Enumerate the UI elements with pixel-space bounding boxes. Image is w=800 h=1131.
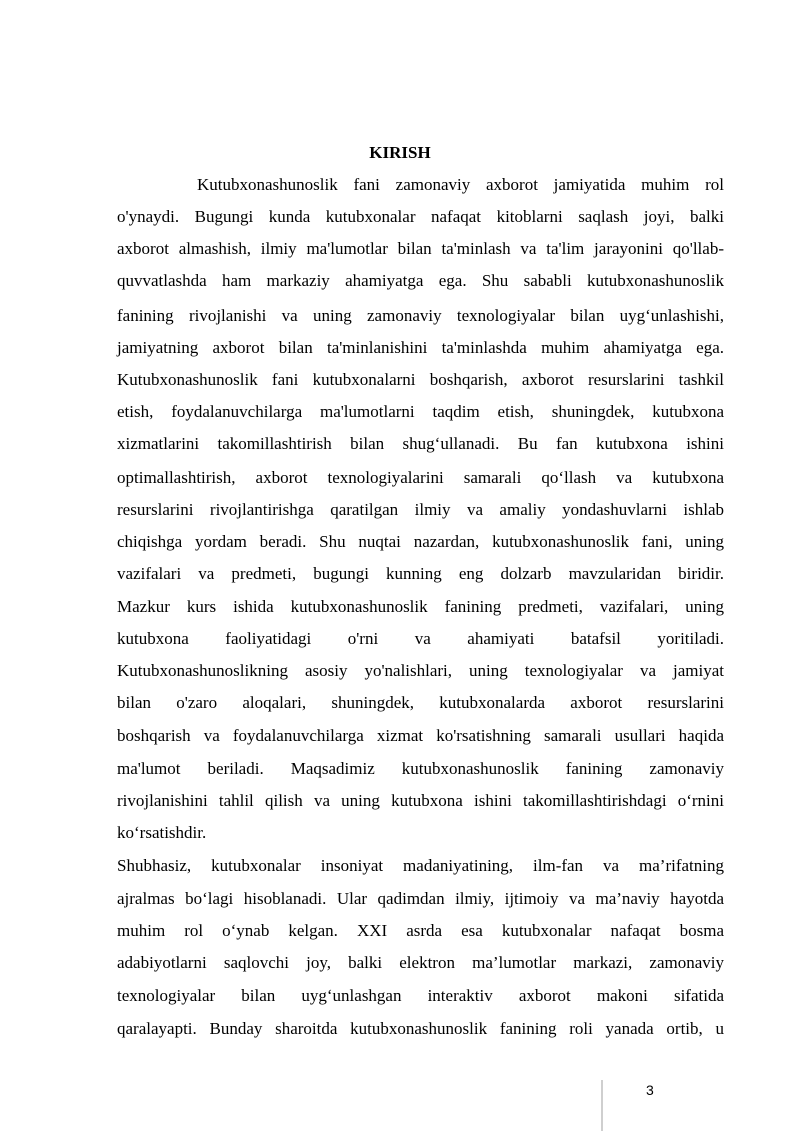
body-line: muhim rol o‘ynab kelgan. XXI asrda esa kutubxonalar nafaqat bosma: [117, 921, 724, 940]
page-number-divider: [601, 1080, 603, 1131]
body-line: Kutubxonashunoslik fani kutubxonalarni boshqarish, axborot resurslarini tashkil: [117, 370, 724, 389]
body-line: ajralmas bo‘lagi hisoblanadi. Ular qadimdan ilmiy, ijtimoiy va ma’naviy hayotda: [117, 889, 724, 908]
body-line: Shubhasiz, kutubxonalar insoniyat madaniyatining, ilm-fan va ma’rifatning: [117, 856, 724, 875]
body-line: adabiyotlarni saqlovchi joy, balki elektron ma’lumotlar markazi, zamonaviy: [117, 953, 724, 972]
body-line: Mazkur kurs ishida kutubxonashunoslik fanining predmeti, vazifalari, uning: [117, 597, 724, 616]
body-line: chiqishga yordam beradi. Shu nuqtai nazardan, kutubxonashunoslik fani, uning: [117, 532, 724, 551]
page-number: 3: [646, 1082, 654, 1098]
body-line: jamiyatning axborot bilan ta'minlanishini ta'minlashda muhim ahamiyatga ega.: [117, 338, 724, 357]
body-line: qaralayapti. Bunday sharoitda kutubxonashunoslik fanining roli yanada ortib, u: [117, 1019, 724, 1038]
body-line: kutubxona faoliyatidagi o'rni va ahamiyati batafsil yoritiladi.: [117, 629, 724, 648]
body-line: Kutubxonashunoslikning asosiy yo'nalishlari, uning texnologiyalar va jamiyat: [117, 661, 724, 680]
body-line: fanining rivojlanishi va uning zamonaviy texnologiyalar bilan uyg‘unlashishi,: [117, 306, 724, 325]
body-line: ko‘rsatishdir.: [117, 823, 207, 842]
body-line: vazifalari va predmeti, bugungi kunning eng dolzarb mavzularidan biridir.: [117, 564, 724, 583]
body-line: ma'lumot beriladi. Maqsadimiz kutubxonashunoslik fanining zamonaviy: [117, 759, 724, 778]
body-line: resurslarini rivojlantirishga qaratilgan ilmiy va amaliy yondashuvlarni ishlab: [117, 500, 724, 519]
body-line: bilan o'zaro aloqalari, shuningdek, kutubxonalarda axborot resurslarini: [117, 693, 724, 712]
body-line: optimallashtirish, axborot texnologiyalarini samarali qo‘llash va kutubxona: [117, 468, 724, 487]
body-line: axborot almashish, ilmiy ma'lumotlar bilan ta'minlash va ta'lim jarayonini qo'llab-: [117, 239, 724, 258]
body-line: quvvatlashda ham markaziy ahamiyatga ega. Shu sababli kutubxonashunoslik: [117, 271, 724, 290]
body-line: xizmatlarini takomillashtirish bilan shug‘ullanadi. Bu fan kutubxona ishini: [117, 434, 724, 453]
section-heading: KIRISH: [369, 143, 431, 162]
body-line: rivojlanishini tahlil qilish va uning kutubxona ishini takomillashtirishdagi o‘rnini: [117, 791, 724, 810]
body-line: texnologiyalar bilan uyg‘unlashgan interaktiv axborot makoni sifatida: [117, 986, 724, 1005]
body-line: Kutubxonashunoslik fani zamonaviy axborot jamiyatida muhim rol: [197, 175, 724, 194]
body-line: boshqarish va foydalanuvchilarga xizmat ko'rsatishning samarali usullari haqida: [117, 726, 724, 745]
body-line: o'ynaydi. Bugungi kunda kutubxonalar nafaqat kitoblarni saqlash joyi, balki: [117, 207, 724, 226]
body-line: etish, foydalanuvchilarga ma'lumotlarni taqdim etish, shuningdek, kutubxona: [117, 402, 724, 421]
